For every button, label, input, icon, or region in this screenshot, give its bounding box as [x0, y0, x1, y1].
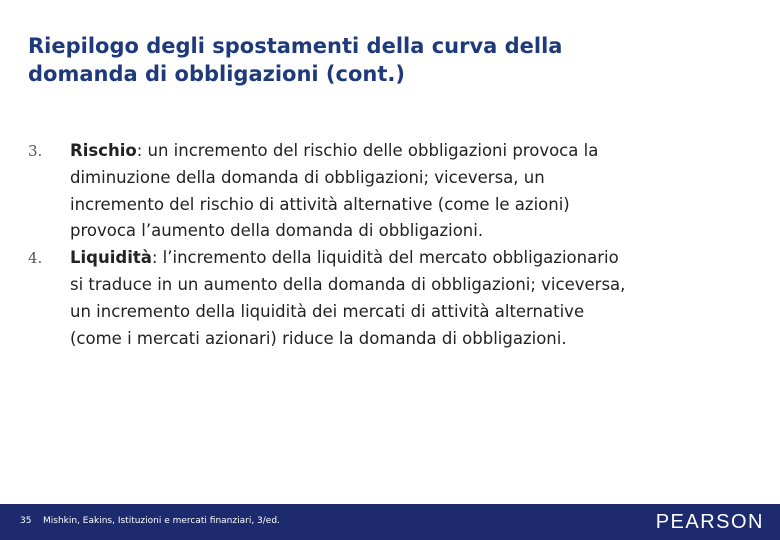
pearson-logo: PEARSON	[655, 511, 764, 533]
page-number: 35	[20, 516, 32, 526]
bullet-text: : l’incremento della liquidità del mercato obbligazionario	[151, 248, 619, 268]
slide-title	[28, 32, 748, 88]
bullet-term: Liquidità	[70, 248, 152, 268]
bullet-number: 4.	[28, 249, 43, 268]
bullet-line: incremento del rischio di attività alternative (come le azioni)	[70, 194, 570, 214]
bullet-number: 3.	[28, 142, 43, 160]
bullet-line: provoca l’aumento della domanda di obbligazioni.	[70, 221, 484, 241]
bullet-line: diminuzione della domanda di obbligazioni; viceversa, un	[70, 167, 545, 187]
footer-bar	[0, 504, 780, 540]
title-line-2: domanda di obbligazioni (cont.)	[28, 62, 405, 86]
bullet-list	[28, 138, 758, 352]
bullet-line: (come i mercati azionari) riduce la domanda di obbligazioni.	[70, 328, 567, 348]
bullet-term: Rischio	[70, 141, 137, 160]
bullet-line	[70, 245, 758, 272]
bullet-item-liquidity	[28, 245, 758, 352]
title-line-1: Riepilogo degli spostamenti della curva della	[28, 34, 563, 58]
bullet-text: : un incremento del rischio delle obbligazioni provoca la	[136, 141, 599, 160]
footer-citation: Mishkin, Eakins, Istituzioni e mercati finanziari, 3/ed.	[43, 516, 280, 526]
bullet-item-risk	[28, 138, 758, 245]
bullet-line: si traduce in un aumento della domanda di obbligazioni; viceversa,	[70, 274, 626, 294]
bullet-line: un incremento della liquidità dei mercati di attività alternative	[70, 301, 585, 321]
bullet-line	[70, 138, 758, 165]
